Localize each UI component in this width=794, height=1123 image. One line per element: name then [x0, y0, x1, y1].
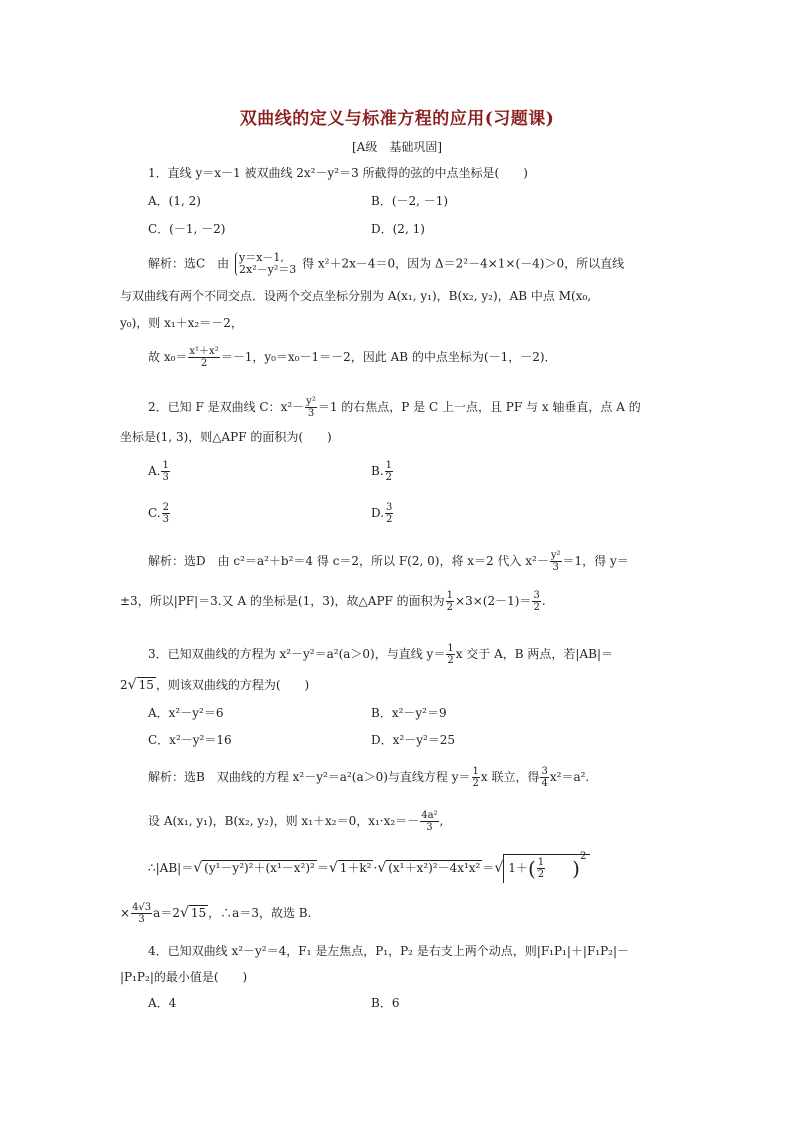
q3-sol-text: ＝ [482, 861, 495, 875]
q4-stem-line2: |P₁P₂|的最小值是( ) [120, 970, 248, 984]
q2-option-b [371, 460, 394, 483]
fraction-numerator: 1 [447, 643, 454, 654]
sqrt-content: 15 [138, 678, 154, 692]
fraction-numerator: 1 [385, 460, 393, 471]
q2-sol-text: ±3，所以|PF|＝3.又 A 的坐标是(1，3)，故△APF 的面积为 [120, 594, 445, 608]
q2-solution-line1 [148, 550, 629, 573]
fraction-numerator: x¹＋x² [189, 346, 219, 357]
q2-option-c [148, 502, 171, 525]
fraction-numerator: 1 [537, 857, 545, 868]
q3-text: 3．已知双曲线的方程为 x²－y²＝a²(a＞0)，与直线 y＝ [148, 647, 446, 661]
fraction-numerator: y² [550, 550, 561, 561]
q2-sol-text: 解析：选D 由 c²＝a²＋b²＝4 得 c＝2，所以 F(2, 0)，将 x＝2 代入 x²－ [148, 554, 549, 568]
fraction-numerator: 1 [162, 460, 169, 471]
fraction-numerator: 3 [533, 590, 540, 601]
sqrt-content: 15 [190, 906, 207, 920]
q3-text: ，则该双曲线的方程为( ) [155, 678, 310, 692]
fraction-denominator: 2 [447, 655, 454, 666]
fraction-denominator: 2 [472, 778, 479, 789]
q1-equation-system [235, 252, 296, 276]
q2-text: ＝1 的右焦点，P 是 C 上一点，且 PF 与 x 轴垂直，点 A 的 [317, 400, 641, 414]
q1-sol-text: 解析：选C 由 [148, 256, 230, 271]
q3-stem-line2: 2√ 15 ，则该双曲线的方程为( ) [120, 677, 310, 693]
fraction-numerator: 3 [386, 502, 393, 513]
fraction-numerator: 3 [541, 766, 548, 777]
q3-solution-line3: ∴|AB|＝√ (y¹－y²)²＋(x¹－x²)² ＝√ 1＋k² ·√ (x¹＋x²)²－4x¹x² ＝√ 1＋( $\frac{1}{2}$ )$^2$ [148, 854, 590, 883]
q4-option-b: B．6 [371, 996, 400, 1010]
q2-fraction [305, 396, 317, 419]
q3-text: 2 [120, 678, 128, 692]
q3-option-b: B．x²－y²＝9 [371, 706, 447, 720]
fraction-denominator: 2 [537, 869, 545, 880]
fraction-numerator: y² [306, 396, 316, 407]
q3-option-d: D．x²－y²＝25 [371, 733, 456, 747]
q2-solution-line2 [120, 590, 546, 613]
q3-sol-text: × [120, 906, 131, 920]
q2-option-d [371, 502, 394, 525]
q3-sol-text: 解析：选B 双曲线的方程 x²－y²＝a²(a＞0)与直线方程 y＝ [148, 770, 471, 784]
q4-option-a: A．4 [148, 996, 177, 1010]
fraction-denominator: 2 [446, 602, 454, 613]
q1-stem: 1．直线 y＝x－1 被双曲线 2x²－y²＝3 所截得的弦的中点坐标是( ) [148, 166, 528, 180]
fraction-denominator: 3 [426, 822, 433, 833]
q1-solution-line3: y₀)，则 x₁＋x₂＝－2， [120, 316, 243, 330]
q1-sol-text: ＝－1，y₀＝x₀－1＝－2，因此 AB 的中点坐标为(－1，－2)． [220, 350, 557, 364]
fraction-denominator: 3 [307, 408, 315, 419]
q1-sol-text: 得 x²＋2x－4＝0，因为 Δ＝2²－4×1×(－4)＞0，所以直线 [302, 256, 625, 271]
fraction-numerator: 4a² [421, 810, 438, 821]
section-level: [A级 基础巩固] [351, 140, 443, 154]
fraction-numerator: 1 [446, 590, 454, 601]
sqrt-content: 1＋ [508, 861, 528, 875]
q1-option-c: C．(－1, －2) [148, 222, 226, 236]
q2-option-a [148, 460, 171, 483]
fraction-denominator: 3 [162, 514, 169, 525]
q2-text: 2．已知 F 是双曲线 C：x²－ [148, 400, 305, 414]
fraction-denominator: 2 [200, 358, 208, 369]
q1-fraction [188, 346, 219, 369]
q1-option-a: A．(1, 2) [148, 194, 201, 208]
exponent: 2 [579, 851, 587, 862]
q2-sol-text: ＝1，得 y＝ [562, 554, 629, 568]
q3-sol-text: x²＝a². [549, 770, 590, 784]
q3-sol-text: a＝2 [153, 906, 180, 920]
fraction-denominator: 3 [552, 562, 559, 573]
fraction-numerator: 1 [472, 766, 479, 777]
q2-sol-text: . [541, 594, 546, 608]
q1-sys-eq2: 2x²－y²＝3 [239, 263, 297, 276]
q3-sol-text: x 联立，得 [480, 770, 540, 784]
q3-sol-text: 设 A(x₁, y₁)，B(x₂, y₂)，则 x₁＋x₂＝0，x₁·x₂＝－ [148, 814, 420, 828]
sqrt-content: 1＋k² [339, 861, 372, 875]
page-title: 双曲线的定义与标准方程的应用(习题课) [239, 109, 555, 129]
q3-sol-text: , [439, 814, 444, 828]
q3-solution-line1 [148, 766, 589, 789]
q1-solution-line4 [148, 346, 557, 369]
fraction-denominator: 2 [386, 514, 393, 525]
option-letter: B. [371, 464, 384, 478]
fraction-denominator: 4 [541, 778, 548, 789]
q2-stem-line2: 坐标是(1, 3)，则△APF 的面积为( ) [120, 430, 332, 444]
option-letter: C. [148, 506, 161, 520]
q3-text: x 交于 A，B 两点，若|AB|＝ [455, 647, 613, 661]
q3-sol-text: ＝ [316, 861, 329, 875]
q3-stem-line1 [148, 643, 613, 666]
sqrt-content: (y¹－y²)²＋(x¹－x²)² [204, 861, 315, 875]
fraction-denominator: 2 [385, 472, 393, 483]
q1-option-b: B．(－2, －1) [371, 194, 449, 208]
q3-sol-text: ，∴a＝3，故选 B. [208, 906, 312, 920]
fraction-numerator: 4√3 [132, 902, 152, 913]
q2-sol-text: ×3×(2－1)＝ [455, 594, 532, 608]
q3-option-c: C．x²－y²＝16 [148, 733, 232, 747]
q3-solution-line4: × $\frac{4√3}{3}$ a＝2√ 15 ，∴a＝3，故选 B. [120, 902, 312, 925]
q4-stem-line1: 4．已知双曲线 x²－y²＝4，F₁ 是左焦点，P₁，P₂ 是右支上两个动点，则|F₁P₁|＋|F₁P₂|－ [148, 944, 630, 958]
sqrt-content: (x¹＋x²)²－4x¹x² [388, 861, 481, 875]
q1-solution-line2: 与双曲线有两个不同交点．设两个交点坐标分别为 A(x₁, y₁)，B(x₂, y₂)，AB 中点 M(x₀, [120, 289, 592, 303]
q3-solution-line2 [148, 810, 443, 833]
option-letter: D. [371, 506, 385, 520]
q2-stem-line1 [148, 396, 641, 419]
q1-option-d: D．(2, 1) [371, 222, 425, 236]
fraction-denominator: 2 [533, 602, 540, 613]
q1-sol-text: 故 x₀＝ [148, 350, 188, 364]
q1-sys-eq1: y＝x－1, [239, 251, 284, 264]
big-sqrt: 1＋( $\frac{1}{2}$ )$^2$ [503, 854, 590, 883]
q1-solution-line1 [148, 252, 624, 276]
fraction-numerator: 2 [162, 502, 169, 513]
fraction-denominator: 3 [162, 472, 169, 483]
q3-sol-text: · [373, 861, 378, 875]
q3-sol-text: ∴|AB|＝ [148, 861, 194, 875]
fraction-denominator: 3 [138, 914, 145, 925]
option-letter: A. [148, 464, 161, 478]
q3-option-a: A．x²－y²＝6 [148, 706, 224, 720]
